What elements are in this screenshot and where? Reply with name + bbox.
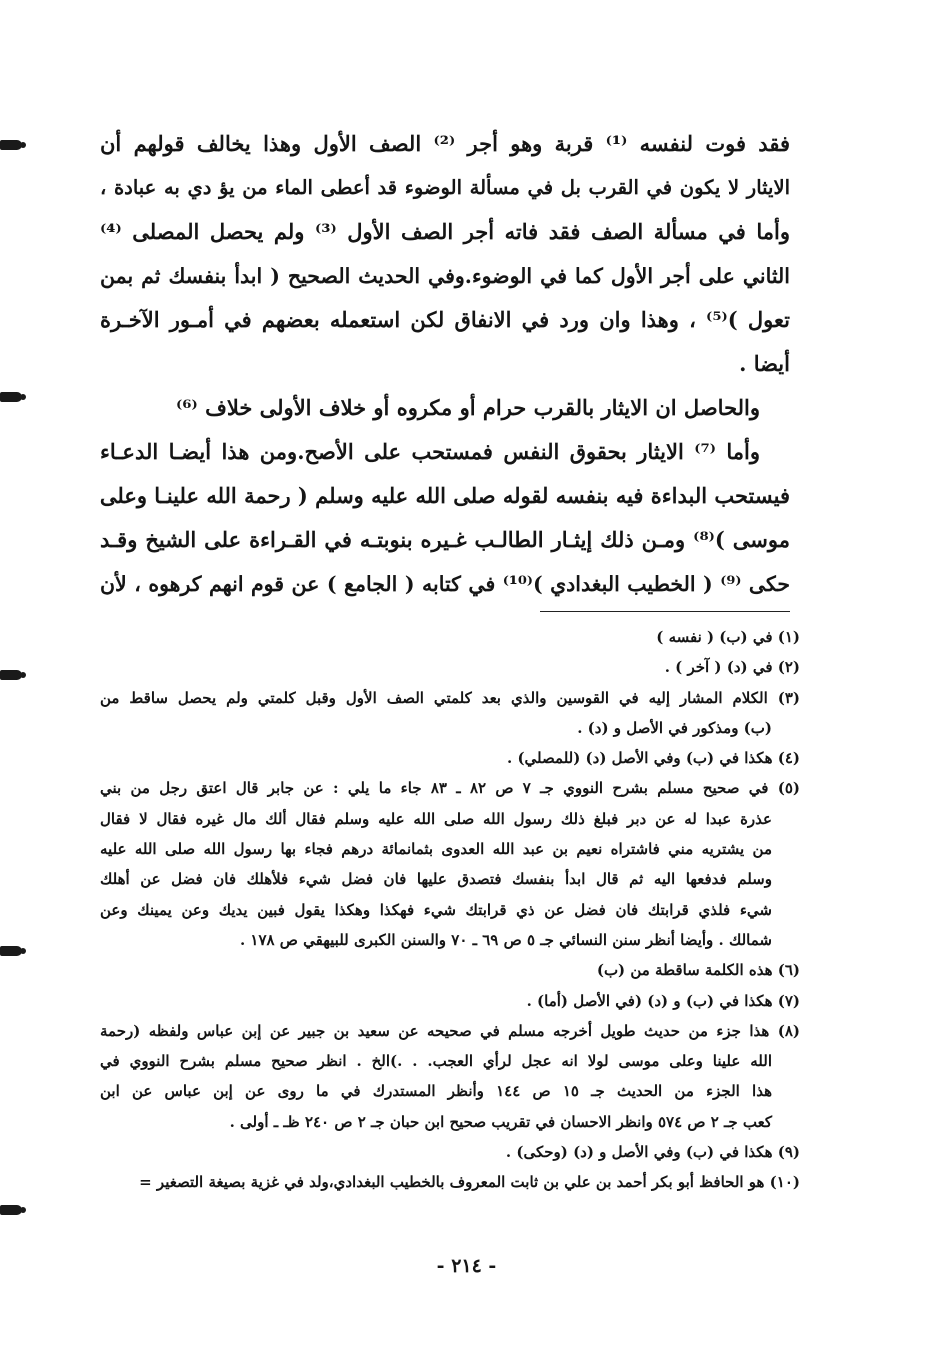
main-text-line: الايثار لا يكون في القرب بل في مسألة الوضوء قد أعطى الماء من يؤ دي به عبادة ، — [100, 176, 790, 199]
main-text-line: وأما في مسألة الصف فقد فاته أجر الصف الأول ⁽³⁾ ولم يحصل المصلى ⁽⁴⁾ — [100, 219, 790, 244]
footnote-line: (٥) في صحيح مسلم بشرح النووي جـ ٧ ص ٨٢ ـ ٨٣ جاء ما يلي : عن جابر قال اعتق رجل من بني — [100, 779, 800, 798]
footnote-line: (٧) هكذا في (ب) و (د) (في الأصل (أما) . — [526, 991, 800, 1010]
footnote-line: الله علينا وعلى موسى لولا انه عجل لرأي العجب. . .)الخ . انظر صحيح مسلم بشرح النووي في — [100, 1052, 772, 1071]
main-text-line: والحاصل ان الايثار بالقرب حرام أو مكروه أو خلاف الأولى خلاف ⁽⁶⁾ — [176, 395, 760, 420]
main-text — [100, 122, 790, 606]
footnote-line: وسلم فدفعها اليه ثم قال ابدأ بنفسك فتصدق عليها فان فضل شيء فلأهلك فان فضل عن أهلك — [100, 870, 772, 889]
main-text-line: فيستحب البداءة فيه بنفسه لقوله صلى الله عليه وسلم ( رحمة الله علينـا وعلى — [100, 483, 790, 508]
main-text-line: موسى )⁽⁸⁾ ومـن ذلك إيثـار الطالـب غـيره بنوبتـه في القـراءة على الشيخ وقـد — [100, 527, 790, 552]
footnote-line: كعب جـ ٢ ص ٥٧٤ وانظر الاحسان في تقريب صحيح ابن حبان جـ ٢ ص ٢٤٠ ظـ ـ أولى . — [229, 1112, 772, 1131]
binding-mark-2 — [0, 392, 22, 402]
footnote-line: (٩) هكذا في (ب) وفي الأصل و (د) (وحكى) . — [505, 1143, 800, 1162]
footnotes — [100, 622, 800, 1198]
footnote-line: (٦) هذه الكلمة ساقطة من (ب) — [596, 961, 800, 980]
main-text-line: حكى ⁽⁹⁾ ( الخطيب البغدادي )⁽¹⁰⁾ في كتابه ( الجامع ) عن قوم انهم كرهوه ، لأن — [100, 572, 790, 596]
footnote-line: (ب) ومذكور في الأصل و (د) . — [577, 718, 772, 737]
footnote-line: من يشتريه مني فاشتراه نعيم بن عبد الله العدوى بثمانمائة درهم فجاء بها رسول الله صلى الله عليه — [100, 840, 772, 859]
binding-mark-1 — [0, 140, 22, 150]
footnote-line: (١) في (ب) ( نفسه ) — [656, 628, 800, 646]
binding-mark-4 — [0, 946, 22, 956]
footnote-line: (٤) هكذا في (ب) وفي الأصل (د) (للمصلي) . — [507, 749, 800, 768]
main-text-line: تعول )⁽⁵⁾ ، وهذا وان ورد في الانفاق لكن استعمله بعضهم في أمـور الآخـرة — [100, 307, 790, 332]
footnote-line: (٨) هذا جزء من حديث طويل أخرجه مسلم في صحيحه عن سعيد بن جبير عن إبن عباس ولفظه (رحمة — [100, 1021, 800, 1040]
main-text-line: أيضا . — [739, 351, 790, 376]
footnote-line: هذا الجزء من الحديث جـ ١٥ ص ١٤٤ وأنظر المستدرك في ما روى عن إبن عباس عن ابن — [100, 1082, 772, 1101]
footnote-separator — [540, 611, 790, 612]
main-text-line: فقد فوت لنفسه ⁽¹⁾ قربة وهو أجر ⁽²⁾ الصف الأول وهذا يخالف قولهم أن — [100, 131, 790, 156]
main-text-line: الثاني على أجر الأول كما في الوضوء.وفي الحديث الصحيح ( ابدأ بنفسك ثم بمن — [100, 264, 790, 288]
footnote-line: (٢) في (د) ( آخر ) . — [664, 658, 800, 677]
footnote-line: شمالك . وأيضا أنظر سنن النسائي جـ ٥ ص ٦٩ ـ ٧٠ والسنن الكبرى للبيهقي ص ١٧٨ . — [239, 930, 772, 949]
binding-mark-3 — [0, 670, 22, 680]
page-number: - ٢١٤ - — [436, 1255, 497, 1277]
footnote-line: (٣) الكلام المشار إليه في القوسين والذي بعد كلمتي الصف الأول وقبل كلمتي ولم يحصل ساقط من — [100, 688, 800, 707]
footnote-line: شيء فلذي قرابتك فان فضل عن ذي قرابتك شيء فهكذا وهكذا يقول فبين يديك وعن يمينك وعن — [100, 900, 772, 919]
footnote-line: عذرة عبدا له عن دبر فبلغ ذلك رسول الله صلى الله عليه وسلم فقال ألك مال غيره فقال لا فقال — [100, 809, 772, 828]
binding-mark-5 — [0, 1205, 22, 1215]
main-text-line: وأما ⁽⁷⁾ الايثار بحقوق النفس فمستحب على الأصح.ومن هذا أيضـا الدعـاء — [100, 439, 760, 464]
footnote-line: (١٠) هو الحافظ أبو بكر أحمد بن علي بن ثابت المعروف بالخطيب البغدادي،ولد في غزية بصيغة التصغير = — [139, 1173, 800, 1192]
